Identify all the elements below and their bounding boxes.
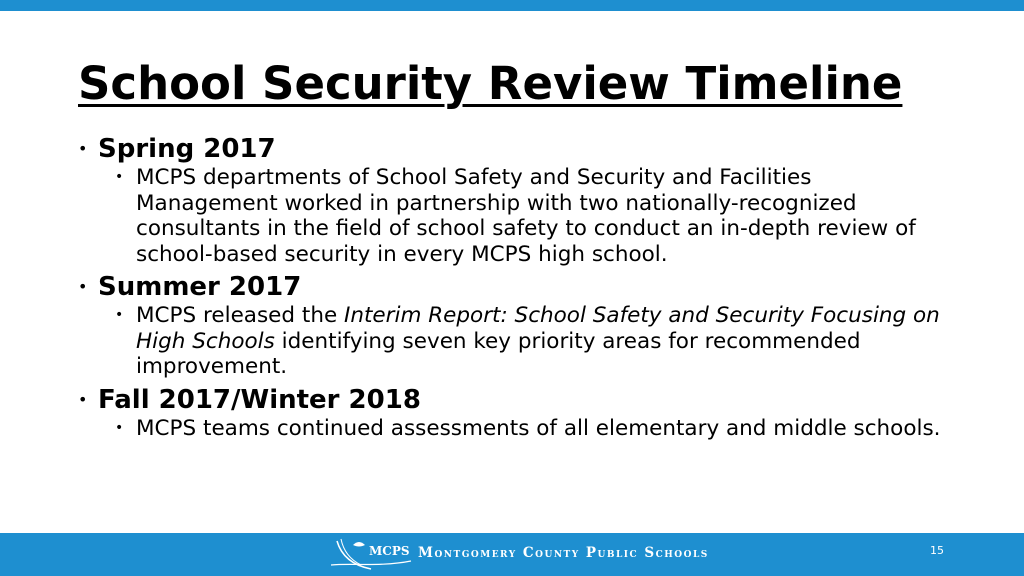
timeline-heading-spring-2017 [78,133,958,165]
timeline-heading-summer-2017 [78,271,958,303]
bullet-icon: • [78,277,88,296]
bullet-icon: • [78,389,88,409]
slide-title: School Security Review Timeline [78,57,903,110]
timeline-detail-fall-winter [115,415,958,442]
bullet-icon: • [115,307,124,323]
timeline-detail-summer-2017 [115,303,958,380]
top-accent-bar [0,0,1024,11]
mcps-logo [331,535,421,573]
bullet-icon: • [78,139,88,158]
detail-text-suffix: identifying seven key priority areas for recommended improvement. [136,328,861,379]
org-name: Montgomery County Public Schools [418,545,709,561]
detail-text-prefix: MCPS released the [136,303,345,328]
page-number: 15 [930,544,944,557]
heading-text: Summer 2017 [98,272,302,302]
report-title: Interim Report: School Safety and Security Focusing on High Schools [136,303,940,354]
heading-text: Spring 2017 [98,134,276,164]
timeline-list [78,133,958,443]
timeline-heading-fall-winter [78,384,958,416]
bullet-icon: • [115,419,124,436]
detail-text: MCPS teams continued assessments of all elementary and middle schools. [136,415,941,441]
bullet-icon: • [115,169,124,185]
logo-text: MCPS [369,544,410,558]
detail-text: MCPS departments of School Safety and Security and Facilities Management worked in partnership with two nationally-recognized consultants in the field of school safety to conduct an in-depth review of school-based security in every MCPS high school. [136,165,916,267]
timeline-detail-spring-2017 [115,165,958,267]
heading-text: Fall 2017/Winter 2018 [98,384,421,415]
